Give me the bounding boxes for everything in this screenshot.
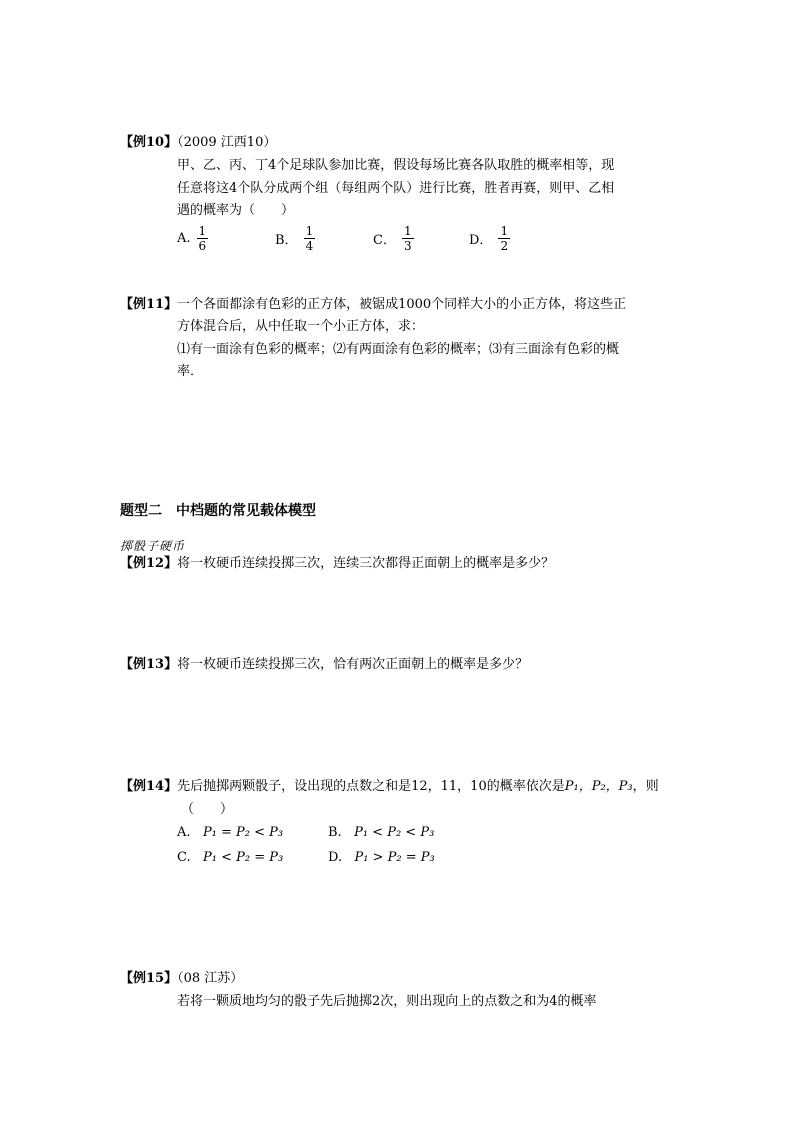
- example-10-option-d: D． $\frac{1}{2}$: [469, 224, 509, 253]
- fraction: $\frac{1}{3}$: [403, 224, 412, 253]
- example-15-text: 若将一颗质地均匀的骰子先后抛掷2次，则出现向上的点数之和为4的概率: [177, 994, 597, 1009]
- example-10-heading: [120, 131, 276, 155]
- example-12: 【例12】将一枚硬币连续投掷三次，连续三次都得正面朝上的概率是多少？: [120, 556, 555, 571]
- example-10-line-1: 甲、乙、丙、丁4个足球队参加比赛，假设每场比赛各队取胜的概率相等，现: [177, 158, 615, 173]
- fraction: $\frac{1}{4}$: [305, 224, 314, 253]
- example-11-line-4: 率．: [177, 364, 204, 379]
- example-10-tag: 【例10】: [120, 135, 178, 150]
- example-10-option-c: C． $\frac{1}{3}$: [373, 224, 412, 253]
- example-10-line-2: 任意将这4个队分成两个组（每组两个队）进行比赛，胜者再赛，则甲、乙相: [177, 181, 615, 196]
- section-title: 题型二 中档题的常见载体模型: [120, 503, 316, 519]
- example-10-option-b: B． $\frac{1}{4}$: [275, 224, 314, 253]
- example-14-tag: 【例14】: [120, 779, 178, 794]
- example-14-option-a: A. P₁ = P₂ < P₃: [177, 825, 284, 840]
- example-11-line-3: ⑴有一面涂有色彩的概率；⑵有两面涂有色彩的概率；⑶有三面涂有色彩的概: [177, 342, 620, 357]
- fraction: $\frac{1}{2}$: [500, 224, 509, 253]
- example-15-tag: 【例15】: [120, 971, 178, 986]
- example-10-line-3: 遇的概率为（ ）: [177, 203, 295, 218]
- example-14-option-b: B. P₁ < P₂ < P₃: [328, 825, 435, 840]
- example-13: 【例13】将一枚硬币连续投掷三次，恰有两次正面朝上的概率是多少？: [120, 657, 529, 672]
- example-11-line-1: 【例11】一个各面都涂有色彩的正方体，被锯成1000个同样大小的小正方体，将这些正: [120, 297, 627, 312]
- section-subtitle: 掷骰子硬币: [120, 539, 186, 553]
- example-15-heading: 【例15】（08 江苏）: [120, 971, 244, 986]
- example-11-tag: 【例11】: [120, 297, 178, 312]
- example-10-source: （2009 江西10）: [177, 135, 277, 150]
- example-14-line-1: 【例14】先后抛掷两颗骰子，设出现的点数之和是12，11，10的概率依次是P₁，P₂，P₃，则: [120, 779, 659, 794]
- example-10-option-a: A. $\frac{1}{6}$: [177, 224, 207, 253]
- example-14-variables: P₁，P₂，P₃: [564, 779, 633, 794]
- example-13-tag: 【例13】: [120, 657, 178, 672]
- example-14-option-c: C. P₁ < P₂ = P₃: [177, 850, 284, 865]
- example-11-line-2: 方体混合后，从中任取一个小正方体，求：: [177, 319, 425, 334]
- example-14-paren: （ ）: [181, 802, 234, 817]
- example-12-tag: 【例12】: [120, 556, 178, 571]
- example-14-option-d: D. P₁ > P₂ = P₃: [328, 850, 435, 865]
- fraction: $\frac{1}{6}$: [198, 224, 207, 253]
